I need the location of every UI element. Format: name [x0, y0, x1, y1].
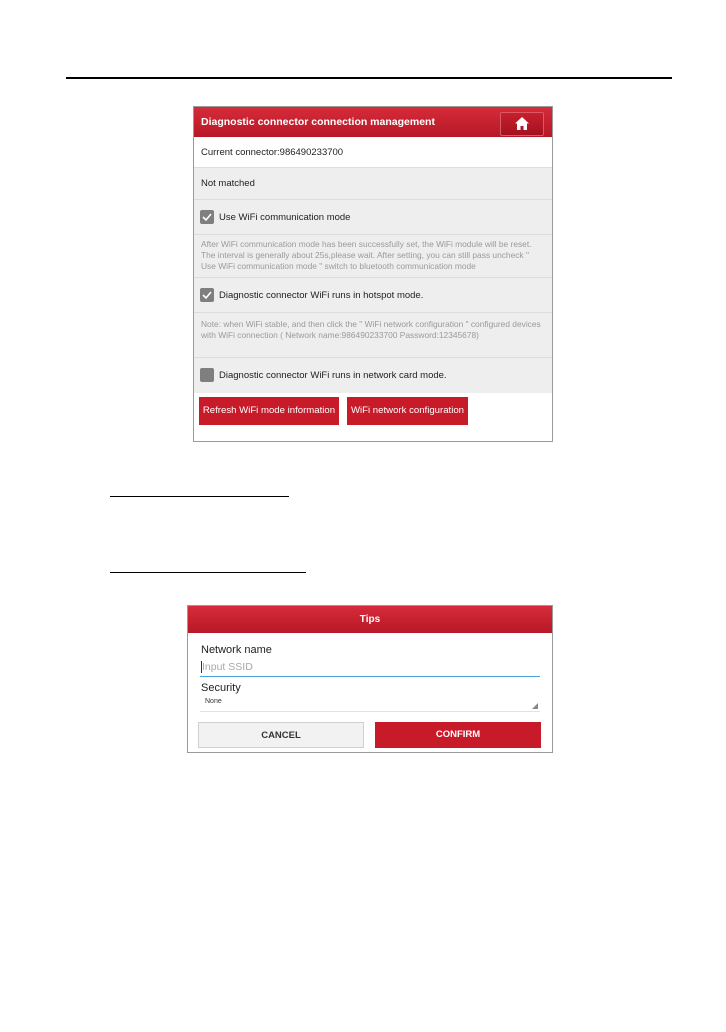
- check-icon: [202, 290, 212, 300]
- ssid-input[interactable]: [200, 659, 540, 677]
- home-button[interactable]: [500, 112, 544, 136]
- wifi-mode-note-row: [194, 235, 552, 277]
- match-status-row: [194, 168, 552, 199]
- network-card-option[interactable]: [194, 358, 552, 393]
- wifi-mode-label: Use WiFi communication mode: [219, 212, 351, 223]
- cancel-button[interactable]: CANCEL: [198, 722, 364, 748]
- wifi-network-configuration-button[interactable]: WiFi network configuration: [347, 397, 468, 425]
- wifi-mode-note: After WiFi communication mode has been successfully set, the WiFi module will be reset. The interval is generally about 25s,please wait. After setting, you can still pass uncheck " Use WiFi communication mode " switch to bluetooth communication mode: [201, 239, 532, 271]
- wifi-mode-option[interactable]: [194, 200, 552, 234]
- confirm-button[interactable]: CONFIRM: [375, 722, 541, 748]
- wifi-mode-checkbox[interactable]: [200, 210, 214, 224]
- ssid-placeholder: Input SSID: [202, 661, 253, 673]
- tips-dialog: [187, 605, 553, 753]
- hotspot-note: Note: when WiFi stable, and then click the " WiFi network configuration " configured devices with WiFi connection ( Network name:986490233700 Password:12345678): [201, 319, 541, 340]
- page-header-rule: [66, 77, 672, 79]
- current-connector-row: [194, 137, 552, 167]
- hotspot-label: Diagnostic connector WiFi runs in hotspot mode.: [219, 290, 424, 301]
- title-bar: [194, 107, 552, 137]
- current-connector-text: Current connector:986490233700: [201, 147, 344, 158]
- refresh-wifi-mode-button[interactable]: Refresh WiFi mode information: [199, 397, 339, 425]
- underline: [110, 572, 306, 573]
- security-label: Security: [201, 682, 241, 694]
- check-icon: [202, 212, 212, 222]
- dropdown-arrow-icon: [532, 703, 538, 709]
- network-card-checkbox[interactable]: [200, 368, 214, 382]
- home-icon: [515, 117, 529, 130]
- hotspot-option[interactable]: [194, 278, 552, 312]
- network-card-label: Diagnostic connector WiFi runs in network card mode.: [219, 370, 447, 381]
- underline: [110, 496, 289, 497]
- hotspot-checkbox[interactable]: [200, 288, 214, 302]
- security-value: None: [205, 698, 222, 705]
- match-status-text: Not matched: [201, 178, 255, 189]
- hotspot-note-row: [194, 313, 552, 357]
- security-select[interactable]: [200, 697, 540, 712]
- connector-management-screen: [193, 106, 553, 442]
- dialog-title: Tips: [188, 606, 552, 633]
- page-title: Diagnostic connector connection management: [201, 116, 435, 128]
- network-name-label: Network name: [201, 644, 272, 656]
